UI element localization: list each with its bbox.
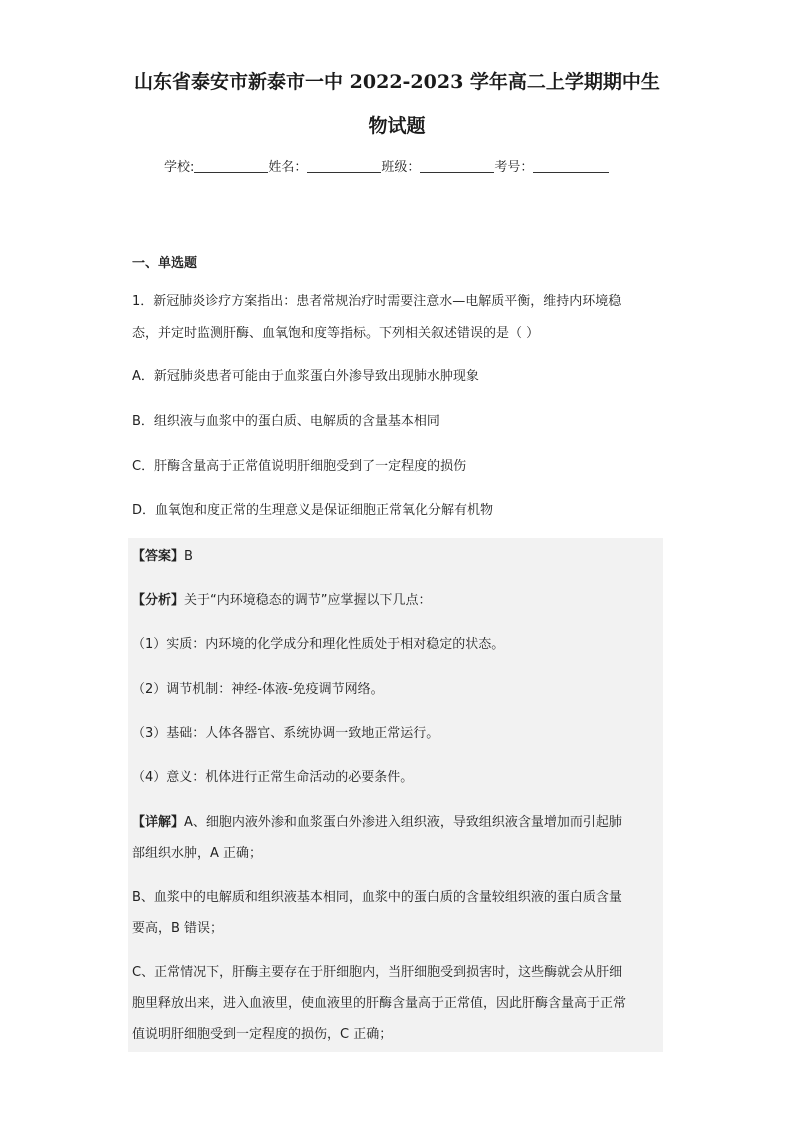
detail-c-line2: 胞里释放出来，进入血液里，使血液里的肝酶含量高于正常值，因此肝酶含量高于正常 xyxy=(132,996,627,1011)
page-title-line1: 山东省泰安市新泰市一中 2022-2023 学年高二上学期期中生 xyxy=(134,71,660,93)
option-c: C．肝酶含量高于正常值说明肝细胞受到了一定程度的损伤 xyxy=(132,459,467,474)
page-title-line2: 物试题 xyxy=(368,115,426,137)
detail-b-line1: B、血浆中的电解质和组织液基本相同，血浆中的蛋白质的含量较组织液的蛋白质含量 xyxy=(132,890,622,905)
section-title: 一、单选题 xyxy=(132,256,198,271)
detail-tag: 【详解】 xyxy=(132,815,185,830)
option-a: A．新冠肺炎患者可能由于血浆蛋白外渗导致出现肺水肿现象 xyxy=(132,369,479,384)
school-label: 学校: xyxy=(164,160,195,175)
exam-no-blank xyxy=(533,158,609,173)
detail-c-line3: 值说明肝细胞受到一定程度的损伤，C 正确； xyxy=(132,1027,393,1042)
detail-a-line1 xyxy=(132,811,662,834)
analysis-line xyxy=(132,589,662,612)
answer-line xyxy=(132,545,662,568)
answer-tag: 【答案】 xyxy=(132,549,185,564)
detail-b-line2: 要高，B 错误； xyxy=(132,921,224,936)
name-label: 姓名： xyxy=(268,160,308,175)
detail-a-text: A、细胞内液外渗和血浆蛋白外渗进入组织液，导致组织液含量增加而引起肺 xyxy=(184,815,622,830)
school-blank xyxy=(194,158,268,173)
student-info-row xyxy=(164,158,609,178)
class-blank xyxy=(420,158,494,173)
question-stem-line2: 态，并定时监测肝酶、血氧饱和度等指标。下列相关叙述错误的是（ ） xyxy=(132,326,540,341)
analysis-text: 关于“内环境稳态的调节”应掌握以下几点： xyxy=(184,593,432,608)
option-b: B．组织液与血浆中的蛋白质、电解质的含量基本相同 xyxy=(132,414,440,429)
analysis-tag: 【分析】 xyxy=(132,593,185,608)
class-label: 班级： xyxy=(381,160,421,175)
name-blank xyxy=(307,158,381,173)
detail-c-line1: C、正常情况下，肝酶主要存在于肝细胞内，当肝细胞受到损害时，这些酶就会从肝细 xyxy=(132,965,623,980)
detail-a-line2: 部组织水肿，A 正确； xyxy=(132,846,263,861)
analysis-point-4: （4）意义：机体进行正常生命活动的必要条件。 xyxy=(132,770,414,785)
option-d: D．血氧饱和度正常的生理意义是保证细胞正常氧化分解有机物 xyxy=(132,503,494,518)
analysis-point-1: （1）实质：内环境的化学成分和理化性质处于相对稳定的状态。 xyxy=(132,637,505,652)
exam-no-label: 考号： xyxy=(494,160,534,175)
question-stem-line1: 1．新冠肺炎诊疗方案指出：患者常规治疗时需要注意水—电解质平衡，维持内环境稳 xyxy=(132,294,622,309)
analysis-point-2: （2）调节机制：神经-体液-免疫调节网络。 xyxy=(132,682,384,697)
answer-value: B xyxy=(184,549,193,564)
analysis-point-3: （3）基础：人体各器官、系统协调一致地正常运行。 xyxy=(132,726,440,741)
